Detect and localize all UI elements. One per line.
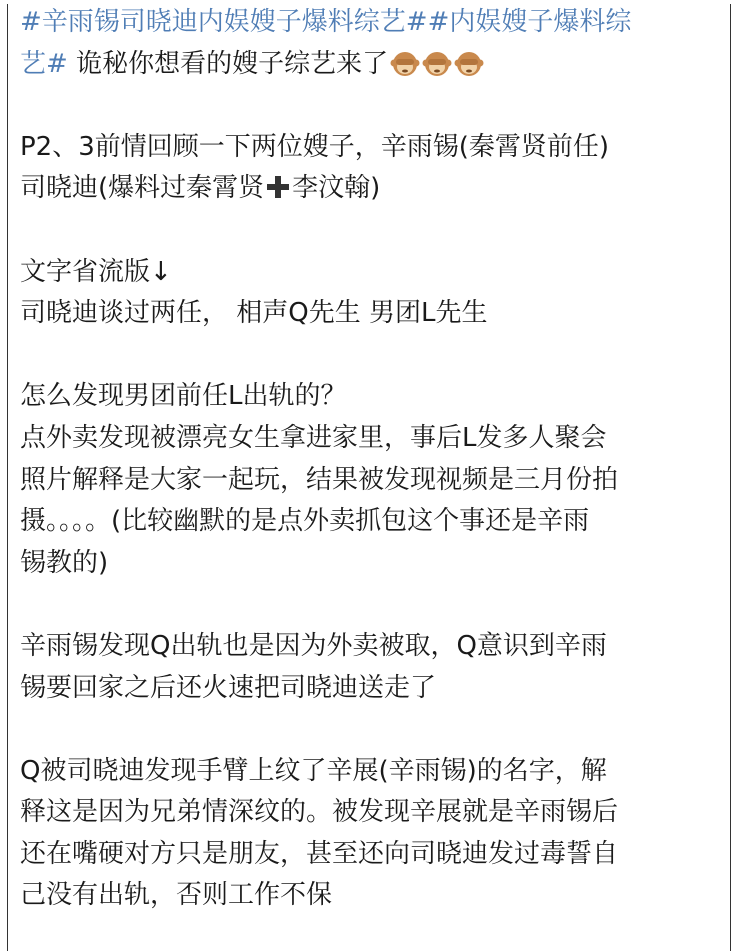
- topic-hashtag-link[interactable]: 艺#: [20, 48, 68, 79]
- topic-hashtag-link[interactable]: #内娱嫂子爆料综: [427, 7, 632, 37]
- paragraph-line: 锡教的): [20, 547, 109, 578]
- paragraph-question: 怎么发现男团前任L出轨的？: [20, 381, 347, 412]
- spacer: [20, 85, 720, 127]
- spacer: [20, 584, 720, 626]
- summary-heading: 文字省流版↓: [20, 256, 172, 287]
- intro-text: 司晓迪(爆料过秦霄贤: [20, 173, 265, 204]
- spacer: [20, 335, 720, 377]
- topic-hashtag-link[interactable]: #辛雨锡司晓迪内娱嫂子爆料综艺#: [20, 7, 428, 37]
- weibo-post-body: [20, 2, 720, 917]
- intro-line: [20, 168, 720, 210]
- post-headline: 诡秘你想看的嫂子综艺来了: [76, 48, 389, 79]
- spacer: [20, 709, 720, 751]
- see-no-evil-monkey-icon: [454, 49, 484, 77]
- paragraph-line: 点外卖发现被漂亮女生拿进家里，事后L发多人聚会: [20, 422, 607, 453]
- see-no-evil-monkey-icon: [422, 49, 452, 77]
- paragraph-line: 释这是因为兄弟情深纹的。被发现辛展就是辛雨锡后: [20, 797, 619, 828]
- topic-line-2: [20, 44, 720, 86]
- paragraph-line: Q被司晓迪发现手臂上纹了辛展(辛雨锡)的名字，解: [20, 755, 607, 786]
- paragraph-line: 己没有出轨，否则工作不保: [20, 880, 333, 911]
- spacer: [20, 210, 720, 252]
- paragraph-line: 摄。。。。(比较幽默的是点外卖抓包这个事还是辛雨: [20, 506, 590, 537]
- see-no-evil-monkey-icon: [390, 49, 420, 77]
- topic-line-1: [20, 2, 720, 44]
- intro-line: P2、3前情回顾一下两位嫂子，辛雨锡(秦霄贤前任): [20, 131, 610, 162]
- summary-line: 司晓迪谈过两任， 相声Q先生 男团L先生: [20, 298, 488, 329]
- intro-text: 李汶翰): [292, 173, 381, 204]
- paragraph-line: 辛雨锡发现Q出轨也是因为外卖被取，Q意识到辛雨: [20, 630, 607, 661]
- paragraph-line: 还在嘴硬对方只是朋友，甚至还向司晓迪发过毒誓自: [20, 838, 619, 869]
- paragraph-line: 锡要回家之后还火速把司晓迪送走了: [20, 672, 437, 703]
- paragraph-line: 照片解释是大家一起玩，结果被发现视频是三月份拍: [20, 464, 619, 495]
- plus-icon: [265, 172, 291, 198]
